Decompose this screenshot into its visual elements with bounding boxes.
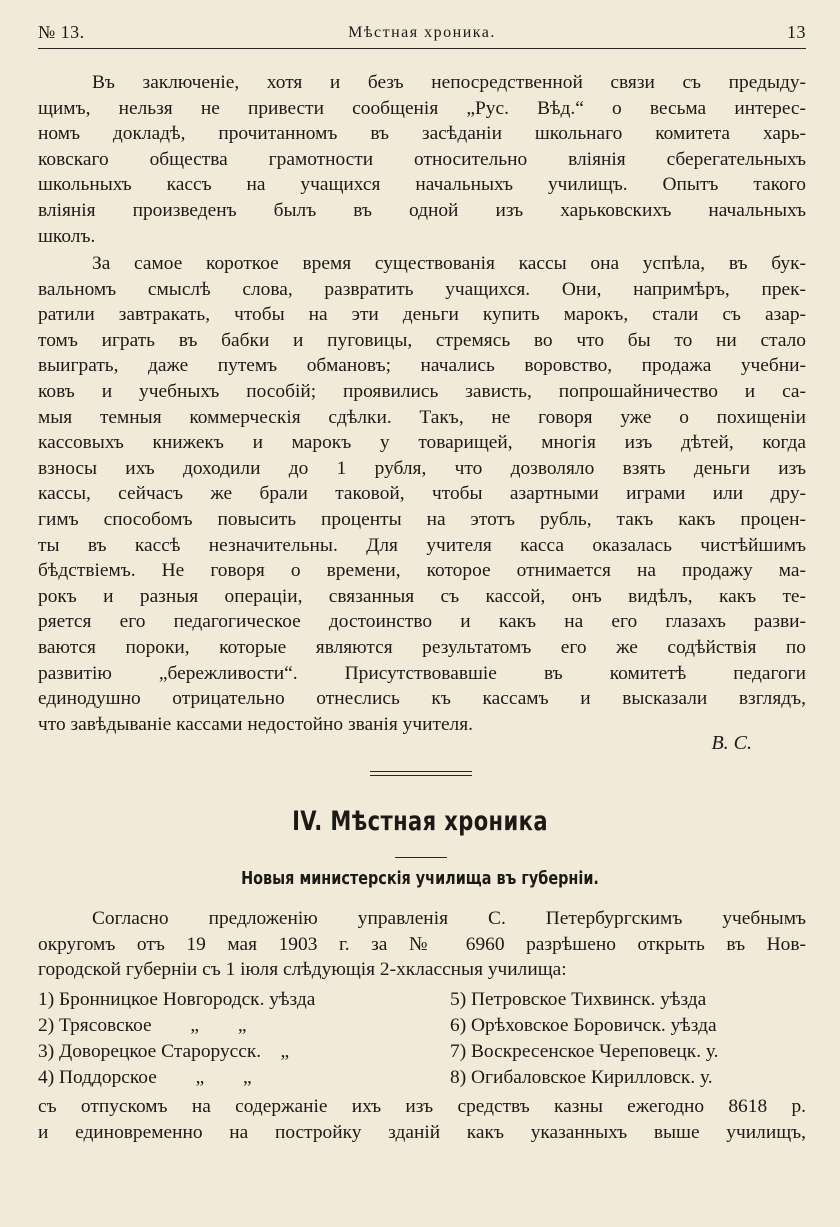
text-line: ковскаго общества грамотности относительно вліянія сберегательныхъ	[38, 148, 806, 170]
text-line: мыя темныя коммерческія сдѣлки. Такъ, не говоря уже о похищеніи	[38, 406, 806, 428]
paragraph-conclusion	[38, 70, 806, 249]
text-line: За самое короткое время существованія кассы она успѣла, въ бук-	[92, 253, 806, 274]
title-underline	[395, 857, 447, 858]
text-line: и единовременно на постройку зданій какъ указанныхъ выше училищъ,	[38, 1121, 806, 1143]
section-divider	[370, 771, 472, 776]
text-line: взносы ихъ доходили до 1 рубля, что дозволяло взять деньги изъ	[38, 457, 806, 479]
issue-number: № 13.	[38, 22, 85, 42]
running-header	[38, 20, 806, 49]
text-line: гимъ способомъ повысить проценты на этотъ рубль, такъ какъ процен-	[38, 508, 806, 530]
text-line: кассы, сейчасъ же брали таковой, чтобы азартными играми или дру-	[38, 483, 806, 505]
paragraph-schools-intro	[38, 906, 806, 983]
text-line: что завѣдываніе кассами недостойно званія учителя.	[38, 713, 474, 735]
text-line: вліянія произведенъ былъ въ одной изъ харьковскихъ начальныхъ	[38, 199, 806, 221]
text-line: ковъ и учебныхъ пособій; проявились зависть, попрошайничество и са-	[38, 380, 806, 402]
list-item: 7) Воскресенское Череповецк. у.	[450, 1041, 719, 1062]
text-line: вальномъ смыслѣ слова, развратить учащихся. Они, напримѣръ, прек-	[38, 278, 806, 300]
text-line: ратили завтракать, чтобы на эти деньги купить марокъ, стали съ азар-	[38, 304, 806, 326]
list-item: 8) Огибаловское Кирилловск. у.	[450, 1067, 713, 1088]
text-line: бѣдствіемъ. Не говоря о времени, которое отнимается на продажу ма-	[38, 560, 806, 582]
text-line: томъ играть въ бабки и пуговицы, стремясь во что бы то ни стало	[38, 329, 806, 351]
author-signature: В. С.	[711, 732, 752, 754]
page-number: 13	[787, 22, 806, 42]
text-line: ты въ кассѣ незначительны. Для учителя касса оказалась чистѣйшимъ	[38, 534, 806, 556]
text-line: единодушно отрицательно отнеслись къ кассамъ и высказали взглядъ,	[38, 688, 806, 710]
text-line: школьныхъ кассъ на учащихся начальныхъ училищъ. Опытъ такого	[38, 174, 806, 196]
list-item: 3) Доворецкое Старорусск. „	[38, 1041, 290, 1062]
text-line: рокъ и разныя операціи, связанныя съ кассой, онъ видѣлъ, какъ те-	[38, 585, 806, 607]
list-item: 1) Бронницкое Новгородск. уѣзда	[38, 989, 316, 1010]
text-line: съ отпускомъ на содержаніе ихъ изъ средствъ казны ежегодно 8618 р.	[38, 1096, 806, 1117]
list-item: 4) Поддорское „ „	[38, 1067, 252, 1088]
running-title: Мѣстная хроника.	[348, 24, 496, 41]
text-line: округомъ отъ 19 мая 1903 г. за № 6960 разрѣшено открыть въ Нов-	[38, 933, 806, 955]
text-line: номъ докладѣ, прочитанномъ въ засѣданіи школьнаго комитета харь-	[38, 123, 806, 145]
text-line: городской губерніи съ 1 іюля слѣдующія 2-хклассныя училища:	[38, 959, 567, 981]
list-item: 5) Петровское Тихвинск. уѣзда	[450, 989, 707, 1010]
text-line: выиграть, даже путемъ обмановъ; начались воровство, продажа учебни-	[38, 355, 806, 377]
text-line: Согласно предложенію управленія С. Петербургскимъ учебнымъ	[92, 908, 806, 929]
paragraph-funding	[38, 1094, 806, 1145]
text-line: ваются пороки, которые являются результатомъ его же содѣйствія по	[38, 636, 806, 658]
text-line: кассовыхъ книжекъ и марокъ у товарищей, многія изъ дѣтей, когда	[38, 432, 806, 454]
text-line: школъ.	[38, 225, 96, 247]
list-item: 2) Трясовское „ „	[38, 1015, 247, 1036]
subsection-title: Новыя министерскія училища въ губерніи.	[241, 868, 599, 889]
text-line: развитію „бережливости“. Присутствовавшіе въ комитетѣ педагоги	[38, 662, 806, 684]
text-line: ряется его педагогическое достоинство и какъ на его глазахъ разви-	[38, 611, 806, 633]
text-line: щимъ, нельзя не привести сообщенія „Рус. Вѣд.“ о весьма интерес-	[38, 97, 806, 119]
text-line: Въ заключеніе, хотя и безъ непосредственной связи съ предыду-	[92, 72, 806, 93]
paragraph-savings-bank	[38, 251, 806, 737]
schools-list	[38, 987, 806, 1091]
section-title: IV. Мѣстная хроника	[292, 806, 548, 837]
list-item: 6) Орѣховское Боровичск. уѣзда	[450, 1015, 717, 1036]
